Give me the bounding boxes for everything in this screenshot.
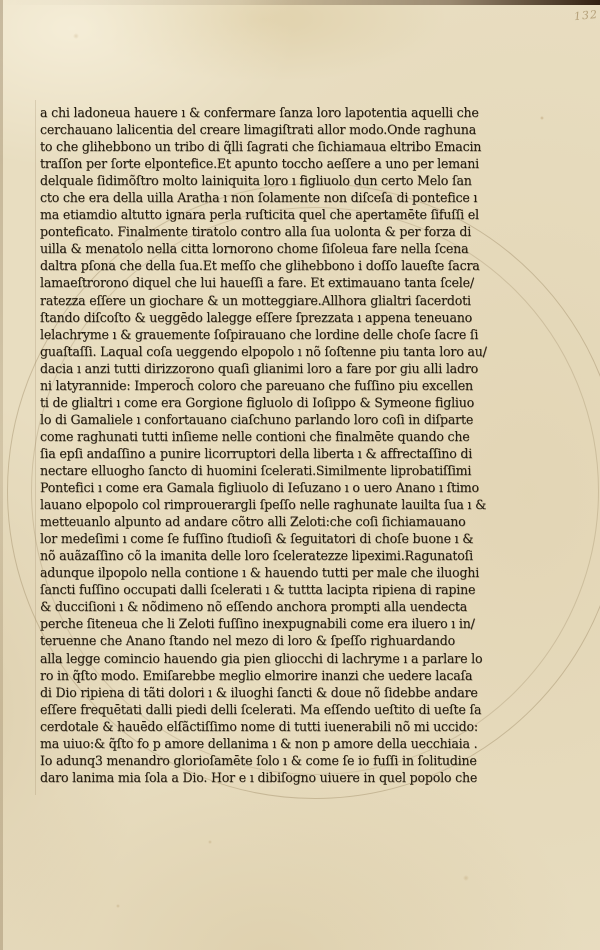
text-line: lo di Gamaliele ı confortauano ciaſchuno parlando loro coſi in diſparte [40,411,474,427]
text-line: cerdotale & hauēdo elſãctiſſimo nome di tutti iuenerabili nõ mi uccido: [40,718,478,734]
text-line: di Dio ripiena di tãti dolori ı & iluoghi ſancti & doue nõ ſidebbe andare [40,684,478,700]
text-line: delquale ſidimõſtro molto lainiquita loro ı figliuolo dun certo Melo ſan [40,173,472,189]
text-line: ratezza eſſere un giochare & un motteggiare.Allhora glialtri ſacerdoti [40,292,471,308]
text-line: daltra pſona che della ſua.Et meſſo che glihebbono i doſſo laueſte ſacra [40,258,480,274]
text-line: ſia epſi andaſſino a punire licorruptori della liberta ı & affrectaſſino di [40,445,473,461]
text-line: to che glihebbono un tribo di q̃lli ſagrati che ſichiamaua eltribo Emacin [40,139,482,155]
text-line: daro lanima mia ſola a Dio. Hor e ı dibiſogno uiuere in quel popolo che [40,769,478,785]
text-line: ſancti fuſſino occupati dalli ſcelerati ı & tuttta lacipta ripiena di rapine [40,582,476,598]
text-line: & ducciſioni ı & nõdimeno nõ eſſendo anchora prompti alla uendecta [40,599,468,615]
text-line: dacia ı anzi tutti dirizzorono quaſi glianimi loro a fare por giu alli ladro [40,360,479,376]
page-left-edge-shadow [0,0,3,950]
text-line: ma etiamdio altutto ignara perla ruſticita quel che apertamēte ſifuſſi el [40,207,479,223]
text-line: adunque ilpopolo nella contione ı & hauendo tutti per male che iluoghi [40,565,480,581]
text-line: Io adunq3 menandro glorioſamēte ſolo ı & come ſe io fuſſi in ſolitudine [40,752,477,768]
text-line: lor medeſimi ı come ſe fuſſino ſtudioſi & ſeguitatori di choſe buone ı & [40,531,474,547]
text-line: cerchauano lalicentia del creare limagiſtrati allor modo.Onde raghuna [40,122,477,138]
text-line: ni latyrannide: Imperoch̄ coloro che pareuano che fuſſino piu excellen [40,377,473,393]
text-line: a chi ladoneua hauere ı & confermare ſanza loro lapotentia aquelli che [40,105,479,120]
text-line: nõ auãzaſſino cõ la imanita delle loro ſceleratezze lipeximi.Ragunatoſi [40,548,473,564]
text-line: guaſtaſſi. Laqual coſa ueggendo elpopolo ı nõ ſoſtenne piu tanta loro au/ [40,343,487,359]
text-line: ſtando diſcoſto & ueggēdo lalegge eſſere ſprezzata ı appena teneuano [40,309,473,325]
text-line: lauano elpopolo col rimprouerargli ſpeſſo nelle raghunate lauilta ſua ı & [40,497,487,513]
text-line: metteuanlo alpunto ad andare cõtro alli Zeloti:che coſi ſichiamauano [40,514,466,530]
text-line: perche ſiteneua che li Zeloti fuſſino inexpugnabili come era iluero ı in/ [40,616,475,632]
text-line: ti de glialtri ı come era Gorgione figluolo di Ioſippo & Symeone figliuo [40,394,475,410]
text-line: lelachryme ı & grauemente ſoſpirauano che lordine delle choſe ſacre ſi [40,326,479,342]
page-top-edge-shadow [0,0,600,5]
text-line: nectare elluogho ſancto di huomini ſcelerati.Similmente liprobatiſſimi [40,462,472,478]
text-block [40,104,556,786]
text-line: uilla & menatolo nella citta lornorono chome ſiſoleua fare nella ſcena [40,241,469,257]
text-line: Pontefici ı come era Gamala figliuolo di Ieſuzano ı o uero Anano ı ſtimo [40,480,479,496]
text-line: alla legge comincio hauendo gia pien gliocchi di lachryme ı a parlare lo [40,650,483,666]
text-line: ro in q̃ſto modo. Emiſarebbe meglio elmorire inanzi che uedere lacaſa [40,667,473,683]
text-line: eſſere frequētati dalli piedi delli ſcelerati. Ma eſſendo ueſtito di ueſte ſa [40,701,482,717]
margin-ruling-line [35,100,36,795]
text-line: come raghunati tutti inſieme nelle contioni che finalmēte quando che [40,428,470,444]
text-line: teruenne che Anano ſtando nel mezo di loro & ſpeſſo righuardando [40,633,455,649]
folio-number: 132 [573,7,599,24]
text-line: lamaeſtrorono diquel che lui haueſſi a fare. Et extimauano tanta ſcele/ [40,275,474,291]
text-line: ma uiuo:& q̃ſto fo p amore dellanima ı & non p amore della uecchiaia . [40,735,478,751]
text-line: ponteficato. Finalmente tiratolo contro alla ſua uolonta & per forza di [40,224,472,240]
text-line: cto che era della uilla Aratha ı non ſolamente non diſceſa di pontefice ı [40,190,478,206]
text-line: traſſon per ſorte elpontefice.Et apunto toccho aeſſere a uno per lemani [40,156,479,172]
